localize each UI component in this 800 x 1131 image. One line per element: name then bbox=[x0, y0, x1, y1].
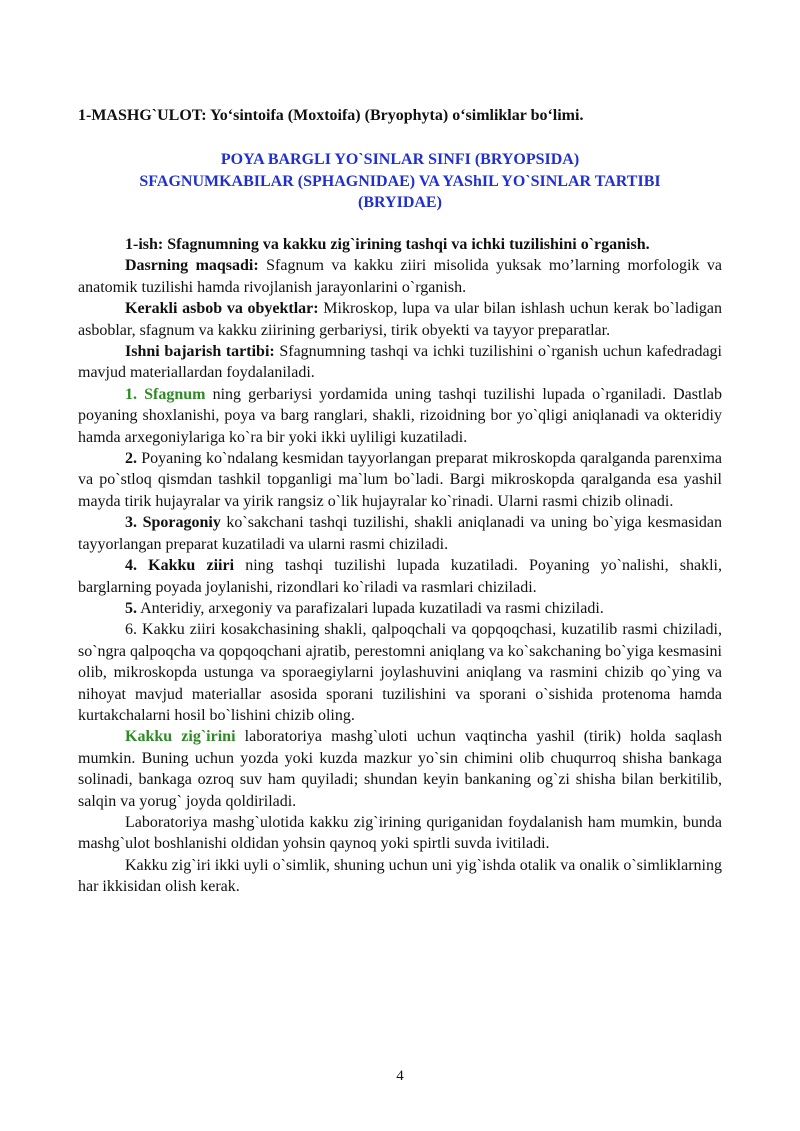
step-number: 1. bbox=[125, 385, 145, 403]
procedure-label: Ishni bajarish tartibi: bbox=[125, 343, 275, 361]
goal-paragraph bbox=[78, 255, 722, 298]
step-text: ko`sakchani tashqi tuzilishi, shakli aniqlanadi va uning bo`yiga kesmasidan tayyorlangan preparat kuzatiladi va ularni rasmi chiziladi. bbox=[78, 514, 722, 553]
equipment-text: Mikroskop, lupa va ular bilan ishlash uchun kerak bo`ladigan asboblar, sfagnum va kakku ziirining gerbariysi, tirik obyekti va tayyor preparatlar. bbox=[78, 300, 722, 339]
procedure-text: Sfagnumning tashqi va ichki tuzilishini o`rganish uchun kafedradagi mavjud materiallardan foydalaniladi. bbox=[78, 343, 722, 382]
step-paragraph bbox=[78, 555, 722, 598]
work-title: 1-ish: Sfagnumning va kakku zig`irining tashqi va ichki tuzilishini o`rganish. bbox=[125, 236, 650, 253]
step-paragraph bbox=[78, 619, 722, 726]
step-paragraph bbox=[78, 512, 722, 555]
document-body bbox=[78, 234, 722, 898]
storage-text: laboratoriya mashg`uloti uchun vaqtincha yashil (tirik) holda saqlash mumkin. Buning uchun yozda yoki kuzda mazkur yo`sin chimini olib chuqurroq shisha bankaga solinadi, bankaga ozroq suv ham quyiladi; shundan keyin bankaning og`zi shisha bilan berkitilib, salqin va yorug` joyda qoldiriladi. bbox=[78, 728, 722, 810]
section-title-line: POYA BARGLI YO`SINLAR SINFI (BRYOPSIDA) bbox=[220, 151, 580, 168]
step-label: Sfagnum bbox=[144, 385, 206, 403]
equipment-paragraph bbox=[78, 298, 722, 341]
step-number: 4. bbox=[125, 557, 149, 575]
step-paragraph bbox=[78, 384, 722, 448]
step-number: 2. bbox=[125, 450, 137, 468]
section-title bbox=[78, 149, 722, 214]
storage-label: Kakku zig`irini bbox=[125, 728, 236, 746]
step-text: ning gerbariysi yordamida uning tashqi tuzilishi lupada o`rganiladi. Dastlab poyaning shoxlanishi, poya va barg ranglari, shakli, rizoidning bor yo`qligi aniqlanadi va okteridiy hamda arxegoniylariga ko`ra bir yoki ikki uyliligi kuzatiladi. bbox=[78, 385, 723, 446]
goal-label: Dasrning maqsadi: bbox=[125, 257, 259, 275]
section-title-line: SFAGNUMKABILAR (SPHAGNIDAE) VA YAShIL YO`SINLAR TARTIBI bbox=[139, 172, 661, 190]
equipment-label: Kerakli asbob va obyektlar: bbox=[125, 300, 319, 318]
section-title-line: (BRYIDAE) bbox=[358, 194, 442, 211]
dried-paragraph: Laboratoriya mashg`ulotida kakku zig`irining quriganidan foydalanish ham mumkin, bunda mashg`ulot boshlanishi oldidan yohsin qaynoq yoki spirtli suvda ivitiladi. bbox=[78, 813, 722, 853]
step-label: Kakku ziiri bbox=[148, 557, 235, 575]
step-text: Poyaning ko`ndalang kesmidan tayyorlangan preparat mikroskopda qaralganda parenxima va po`stloq qismdan tashkil topganligi ma`lum bo`ladi. Bargi mikroskopda qaralganda esa yashil mayda tirik hujayralar va yirik rangsiz o`lik hujayralar ko`rinadi. Ularni rasmi chizib olinadi. bbox=[78, 450, 722, 510]
step-number: 5. bbox=[125, 599, 137, 617]
procedure-paragraph bbox=[78, 341, 722, 384]
page-number: 4 bbox=[396, 1068, 404, 1084]
dioecious-paragraph: Kakku zig`iri ikki uyli o`simlik, shuning uchun uni yig`ishda otalik va onalik o`simliklarning har ikkisidan olish kerak. bbox=[78, 856, 722, 896]
step-label: Sporagoniy bbox=[142, 514, 221, 532]
step-text: 6. Kakku ziiri kosakchasining shakli, qalpoqchali va qopqoqchasi, kuzatilib rasmi chiziladi, so`ngra qalpoqcha va qopqoqchani ajratib, perestomni aniqlang va ko`sakchaning bo`yiga kesmasini olib, mikroskopda ustunga va sporaegiylarni joylashuvini aniqlang va rasmini chizib qo`ying va nihoyat mavjud materiallar asosida sporani tuzilishini va sporani o`sishida protenoma hamda kurtakchalarni hosil bo`lishini chizib oling. bbox=[78, 621, 722, 724]
lesson-heading: 1-MASHG`ULOT: Yo‘sintoifa (Moxtoifa) (Bryophyta) o‘simliklar bo‘limi. bbox=[78, 107, 584, 124]
step-number: 3. bbox=[125, 514, 143, 532]
storage-paragraph bbox=[78, 726, 722, 812]
goal-text: Sfagnum va kakku ziiri misolida yuksak mo’larning morfologik va anatomik tuzilishi hamda rivojlanish jarayonlarini o`rganish. bbox=[78, 257, 722, 296]
step-text: Anteridiy, arxegoniy va parafizalari lupada kuzatiladi va rasmi chiziladi. bbox=[137, 599, 604, 617]
step-text: ning tashqi tuzilishi lupada kuzatiladi. Poyaning yo`nalishi, shakli, barglarning poyada joylanishi, rizondlari ko`riladi va rasmlari chiziladi. bbox=[78, 557, 723, 596]
step-paragraph bbox=[78, 598, 722, 619]
step-paragraph bbox=[78, 448, 722, 512]
